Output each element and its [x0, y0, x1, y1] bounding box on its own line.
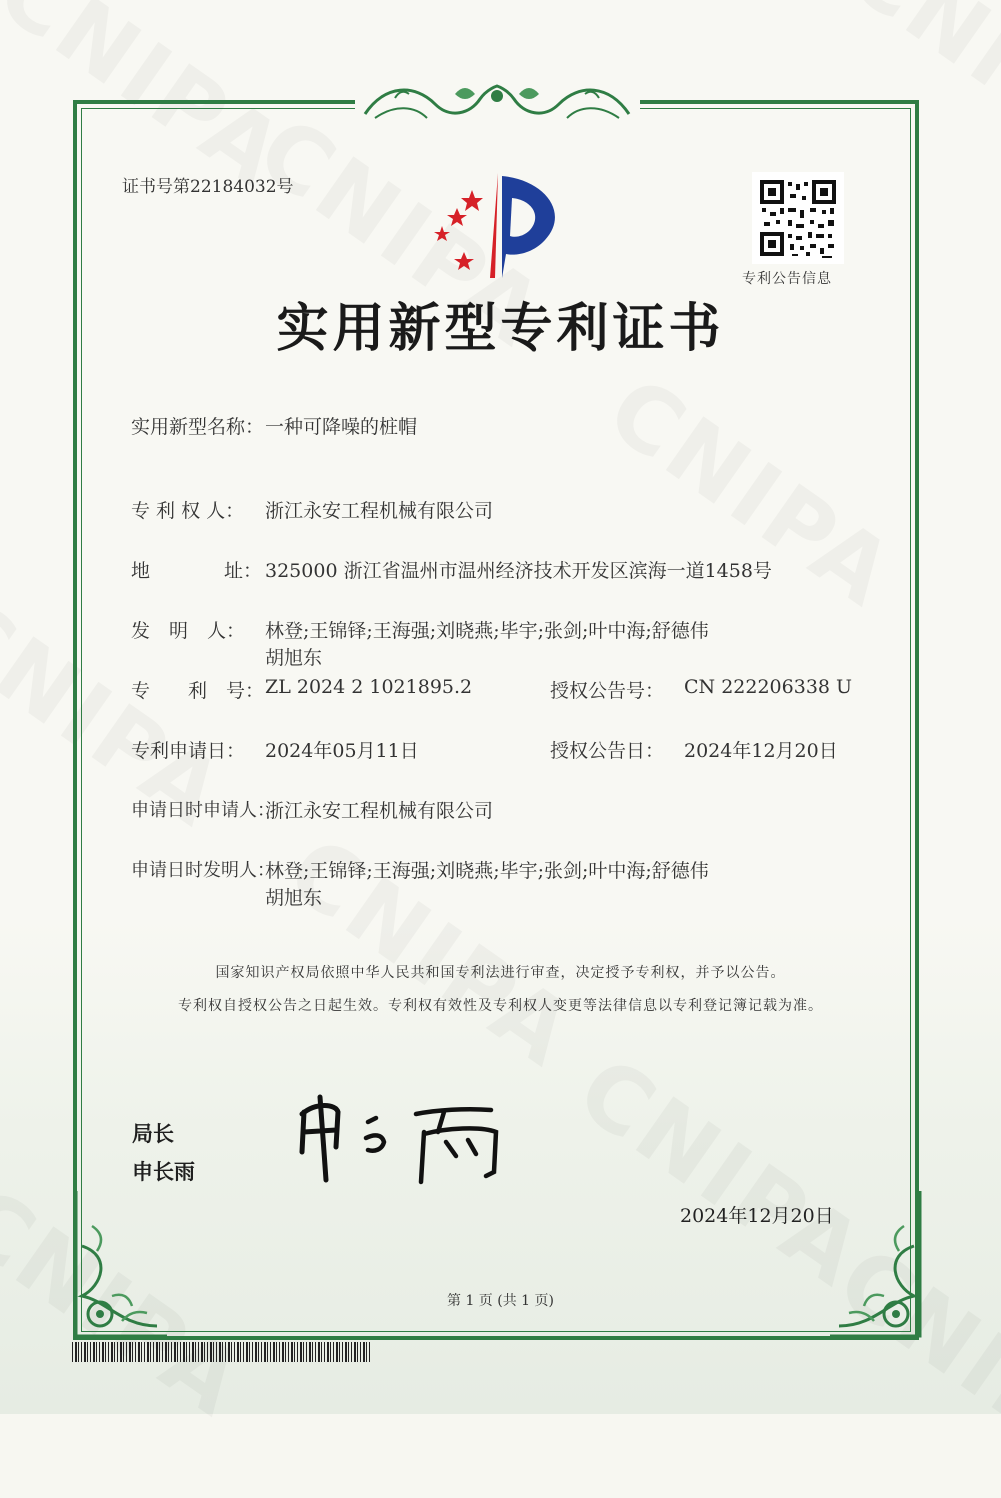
grant-publication-number-value: CN 222206338 U — [684, 676, 853, 698]
cnipa-emblem — [420, 168, 570, 283]
issue-date: 2024年12月20日 — [680, 1205, 834, 1227]
applicant-at-filing-value: 浙江永安工程机械有限公司 — [265, 800, 494, 822]
page-info: 第 1 页 (共 1 页) — [447, 1293, 554, 1309]
patent-number-value: ZL 2024 2 1021895.2 — [265, 676, 473, 698]
inventor-value-line1: 林登;王锦铎;王海强;刘晓燕;毕宇;张剑;叶中海;舒德伟 — [265, 620, 709, 642]
address-value: 325000 浙江省温州市温州经济技术开发区滨海一道1458号 — [265, 560, 772, 582]
bottom-right-ornament — [830, 1186, 940, 1346]
qr-code[interactable] — [752, 172, 844, 264]
handwritten-signature — [296, 1092, 511, 1187]
utility-model-name-label: 实用新型名称： — [131, 416, 265, 438]
patent-number-label: 专 利 号： — [131, 680, 265, 702]
address-label-a: 地 — [131, 560, 151, 582]
director-title: 局长 — [132, 1122, 174, 1146]
grant-publication-date-label: 授权公告日： — [550, 740, 665, 762]
notice-line-1: 国家知识产权局依照中华人民共和国专利法进行审查，决定授予专利权，并予以公告。 — [215, 965, 786, 981]
applicant-at-filing-label: 申请日时申请人： — [131, 800, 275, 821]
top-ornament — [355, 74, 640, 128]
bottom-left-ornament — [62, 1186, 172, 1346]
certificate-number: 证书号第22184032号 — [122, 177, 294, 197]
grant-publication-date-value: 2024年12月20日 — [684, 740, 838, 762]
notice-line-2: 专利权自授权公告之日起生效。专利权有效性及专利权人变更等法律信息以专利登记簿记载为准。 — [178, 998, 823, 1014]
grant-publication-number-label: 授权公告号： — [550, 680, 665, 702]
inventor-at-filing-value-line1: 林登;王锦铎;王海强;刘晓燕;毕宇;张剑;叶中海;舒德伟 — [265, 860, 709, 882]
application-date-value: 2024年05月11日 — [265, 740, 419, 762]
barcode — [72, 1342, 370, 1362]
director-name: 申长雨 — [132, 1160, 195, 1184]
inventor-label: 发 明 人： — [131, 620, 246, 642]
inventor-at-filing-label: 申请日时发明人： — [131, 860, 275, 881]
inventor-at-filing-value-line2: 胡旭东 — [265, 887, 323, 909]
application-date-label: 专利申请日： — [131, 740, 246, 762]
patentee-label: 专 利 权 人： — [131, 500, 245, 522]
utility-model-name-value: 一种可降噪的桩帽 — [265, 416, 418, 438]
certificate-title: 实用新型专利证书 — [276, 299, 725, 359]
address-label-b: 址： — [224, 560, 263, 582]
qr-caption: 专利公告信息 — [742, 271, 832, 287]
patentee-value: 浙江永安工程机械有限公司 — [265, 500, 494, 522]
inventor-value-line2: 胡旭东 — [265, 647, 323, 669]
